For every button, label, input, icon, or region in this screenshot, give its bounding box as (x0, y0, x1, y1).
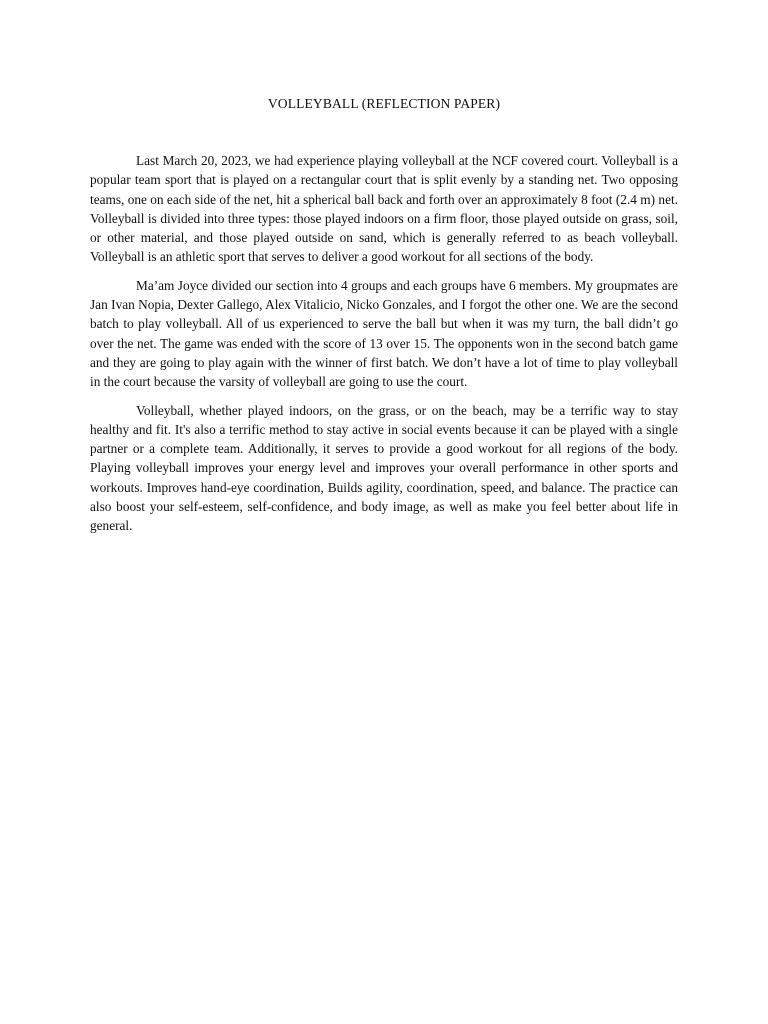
paragraph-2: Ma’am Joyce divided our section into 4 groups and each groups have 6 members. My groupmates are Jan Ivan Nopia, Dexter Gallego, Alex Vitalicio, Nicko Gonzales, and I forgot the other one. We are the second batch to play volleyball. All of us experienced to serve the ball but when it was my turn, the ball didn’t go over the net. The game was ended with the score of 13 over 15. The opponents won in the second batch game and they are going to play again with the winner of first batch. We don’t have a lot of time to play volleyball in the court because the varsity of volleyball are going to use the court. (90, 277, 678, 390)
paragraph-1: Last March 20, 2023, we had experience playing volleyball at the NCF covered court. Volleyball is a popular team sport that is played on a rectangular court that is split evenly by a standing net. Two opposing teams, one on each side of the net, hit a spherical ball back and forth over an approximately 8 foot (2.4 m) net. Volleyball is divided into three types: those played indoors on a firm floor, those played outside on grass, soil, or other material, and those played outside on sand, which is generally referred to as beach volleyball. Volleyball is an athletic sport that serves to deliver a good workout for all sections of the body. (90, 153, 678, 265)
paragraph-3: Volleyball, whether played indoors, on the grass, or on the beach, may be a terrific way to stay healthy and fit. It's also a terrific method to stay active in social events because it can be played with a single partner or a complete team. Additionally, it serves to provide a good workout for all regions of the body. Playing volleyball improves your energy level and improves your overall performance in other sports and workouts. Improves hand-eye coordination, Builds agility, coordination, speed, and balance. The practice can also boost your self-esteem, self-confidence, and body image, as well as make you feel better about life in general. (90, 402, 678, 534)
document-body (90, 151, 678, 545)
document-title: VOLLEYBALL (REFLECTION PAPER) (267, 96, 501, 111)
